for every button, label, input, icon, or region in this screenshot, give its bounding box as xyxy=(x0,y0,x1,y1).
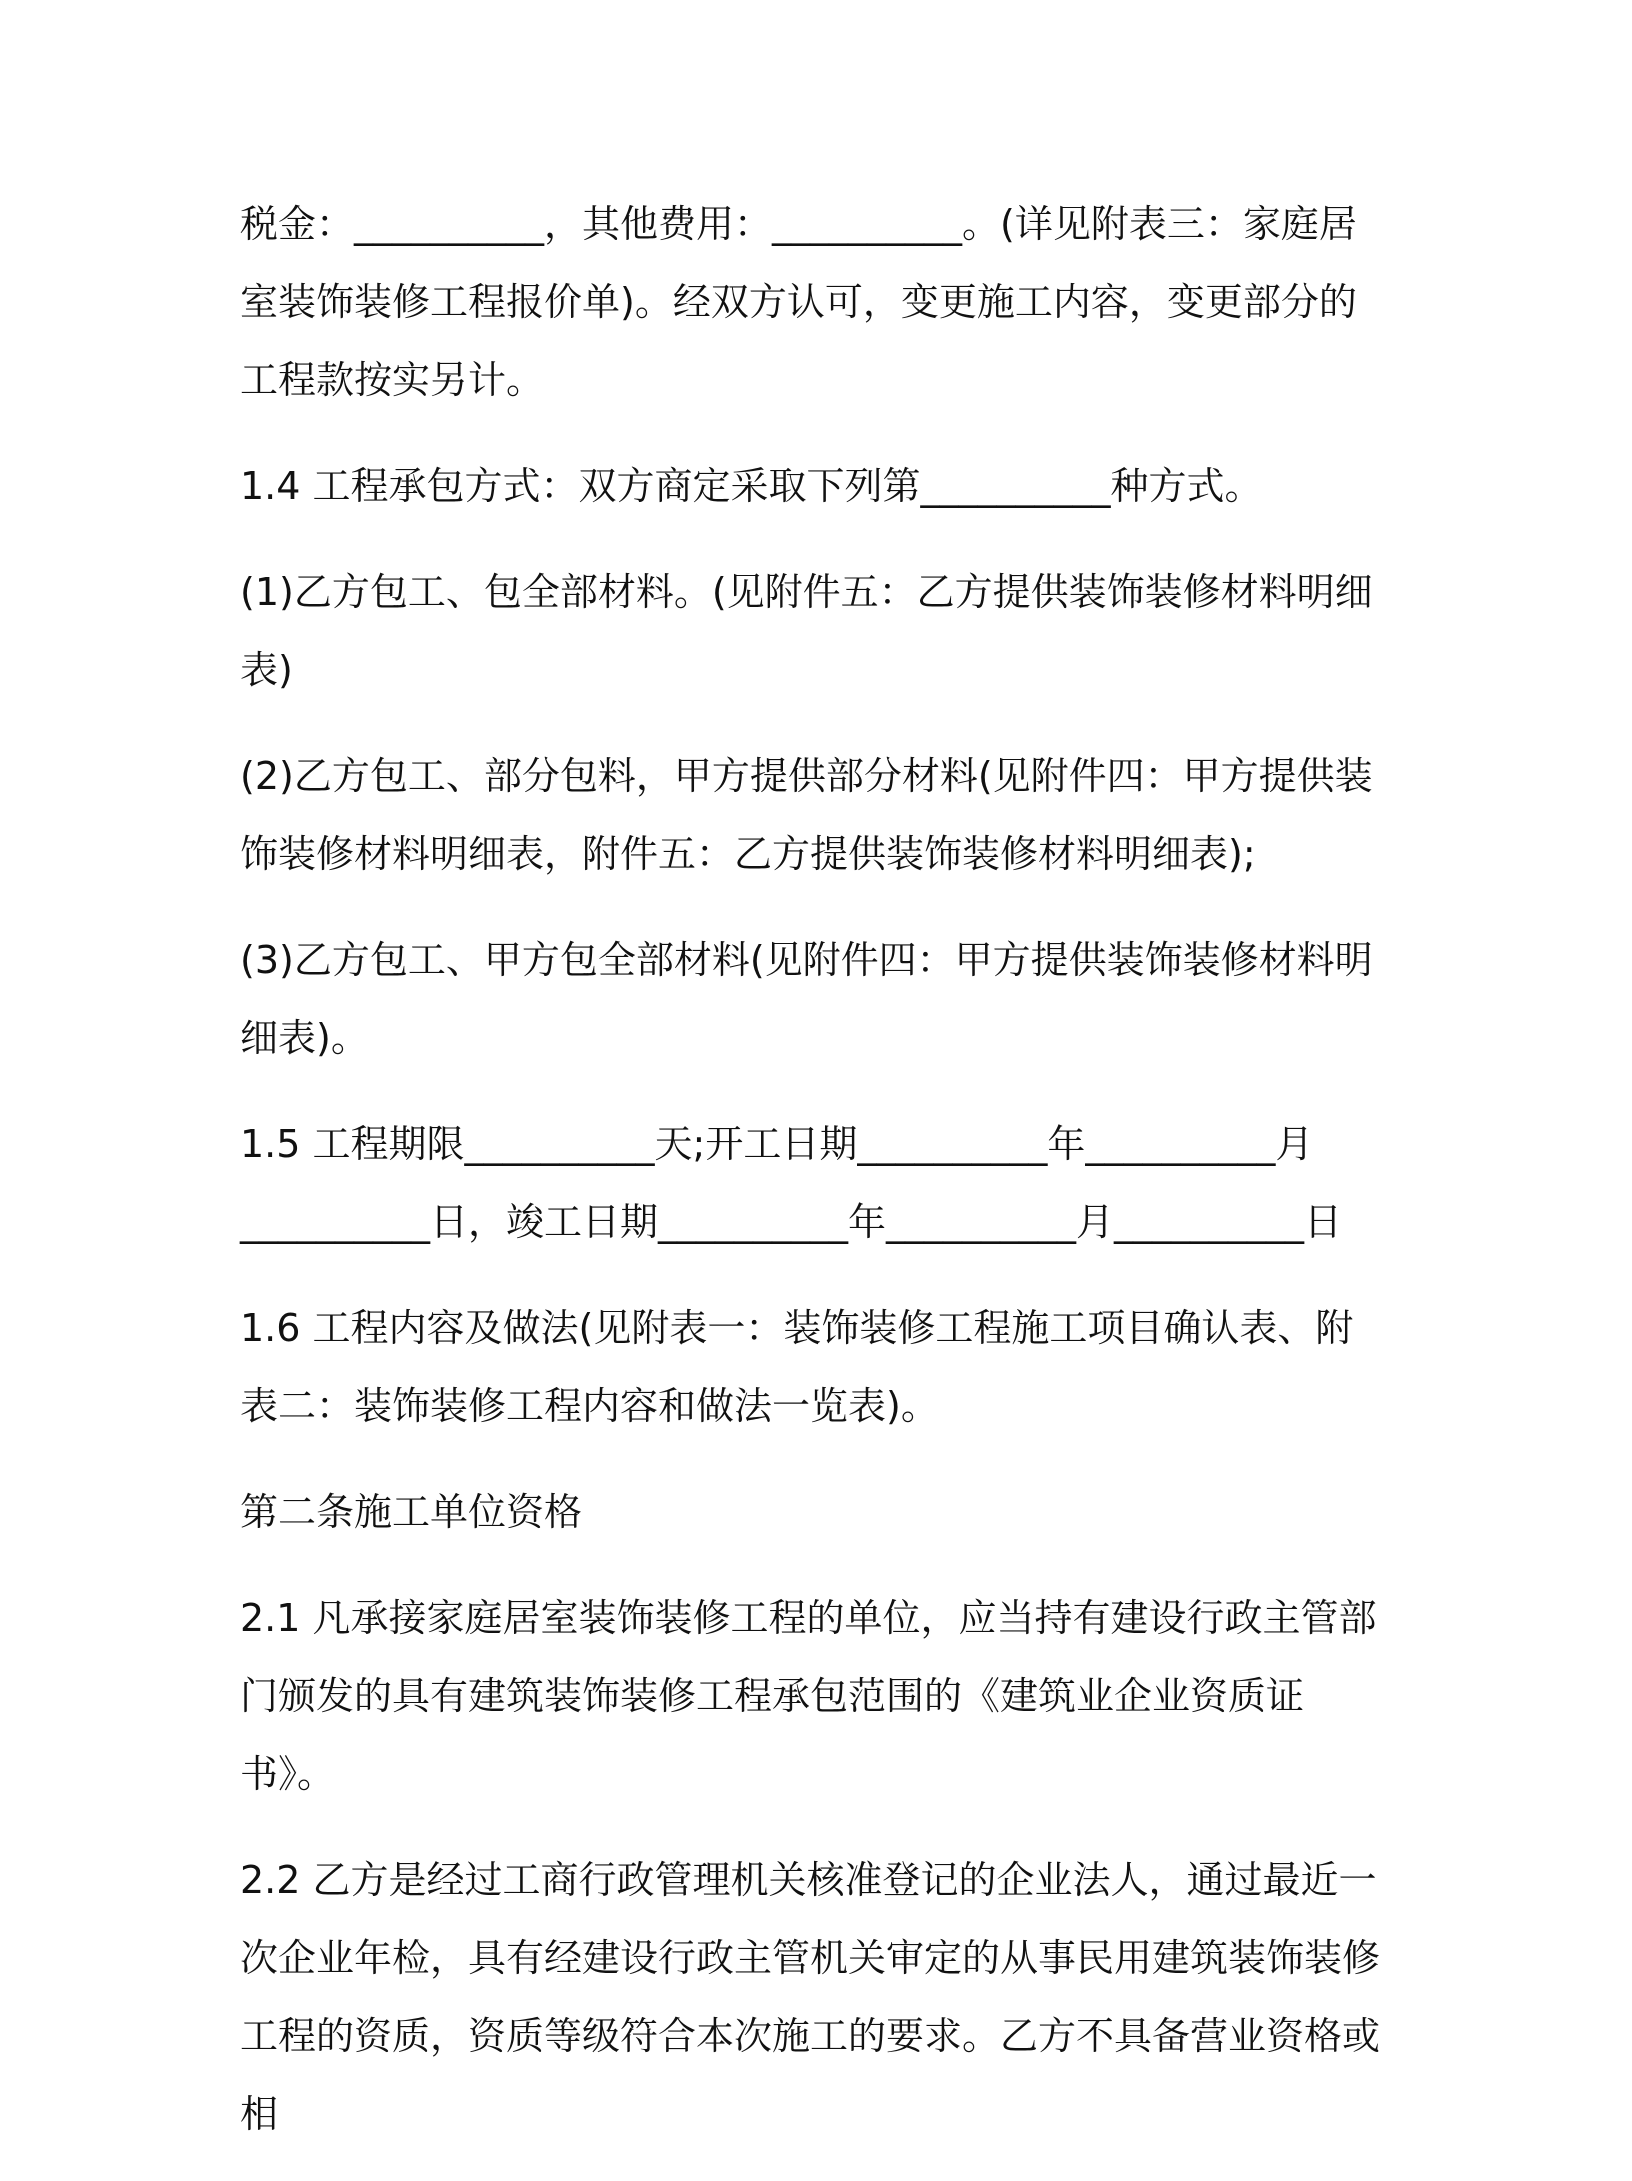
paragraph-taxes-and-fees: 税金：__________，其他费用：__________。(详见附表三：家庭居室装饰装修工程报价单)。经双方认可，变更施工内容，变更部分的工程款按实另计。 xyxy=(240,202,1357,402)
paragraph-2-1-qualification: 2.1 凡承接家庭居室装饰装修工程的单位，应当持有建设行政主管部门颁发的具有建筑装饰装修工程承包范围的《建筑业企业资质证书》。 xyxy=(240,1596,1377,1796)
paragraph-2-2-legal-entity: 2.2 乙方是经过工商行政管理机关核准登记的企业法人，通过最近一次企业年检，具有经建设行政主管机关审定的从事民用建筑装饰装修工程的资质，资质等级符合本次施工的要求。乙方不具备营业资格或相 xyxy=(240,1858,1381,2136)
paragraph-option-3: (3)乙方包工、甲方包全部材料(见附件四：甲方提供装饰装修材料明细表)。 xyxy=(240,938,1373,1060)
paragraph-1-6-content: 1.6 工程内容及做法(见附表一：装饰装修工程施工项目确认表、附表二：装饰装修工程内容和做法一览表)。 xyxy=(240,1306,1354,1428)
section-heading-article-2: 第二条施工单位资格 xyxy=(240,1490,583,1534)
paragraph-option-1: (1)乙方包工、包全部材料。(见附件五：乙方提供装饰装修材料明细表) xyxy=(240,570,1373,692)
paragraph-option-2: (2)乙方包工、部分包料，甲方提供部分材料(见附件四：甲方提供装饰装修材料明细表，附件五：乙方提供装饰装修材料明细表); xyxy=(240,754,1373,876)
paragraph-1-5-duration: 1.5 工程期限__________天;开工日期__________年__________月__________日，竣工日期__________年__________月__________日 xyxy=(240,1122,1343,1244)
paragraph-1-4-contract-method: 1.4 工程承包方式：双方商定采取下列第__________种方式。 xyxy=(240,464,1263,508)
document-body xyxy=(240,185,1390,2181)
